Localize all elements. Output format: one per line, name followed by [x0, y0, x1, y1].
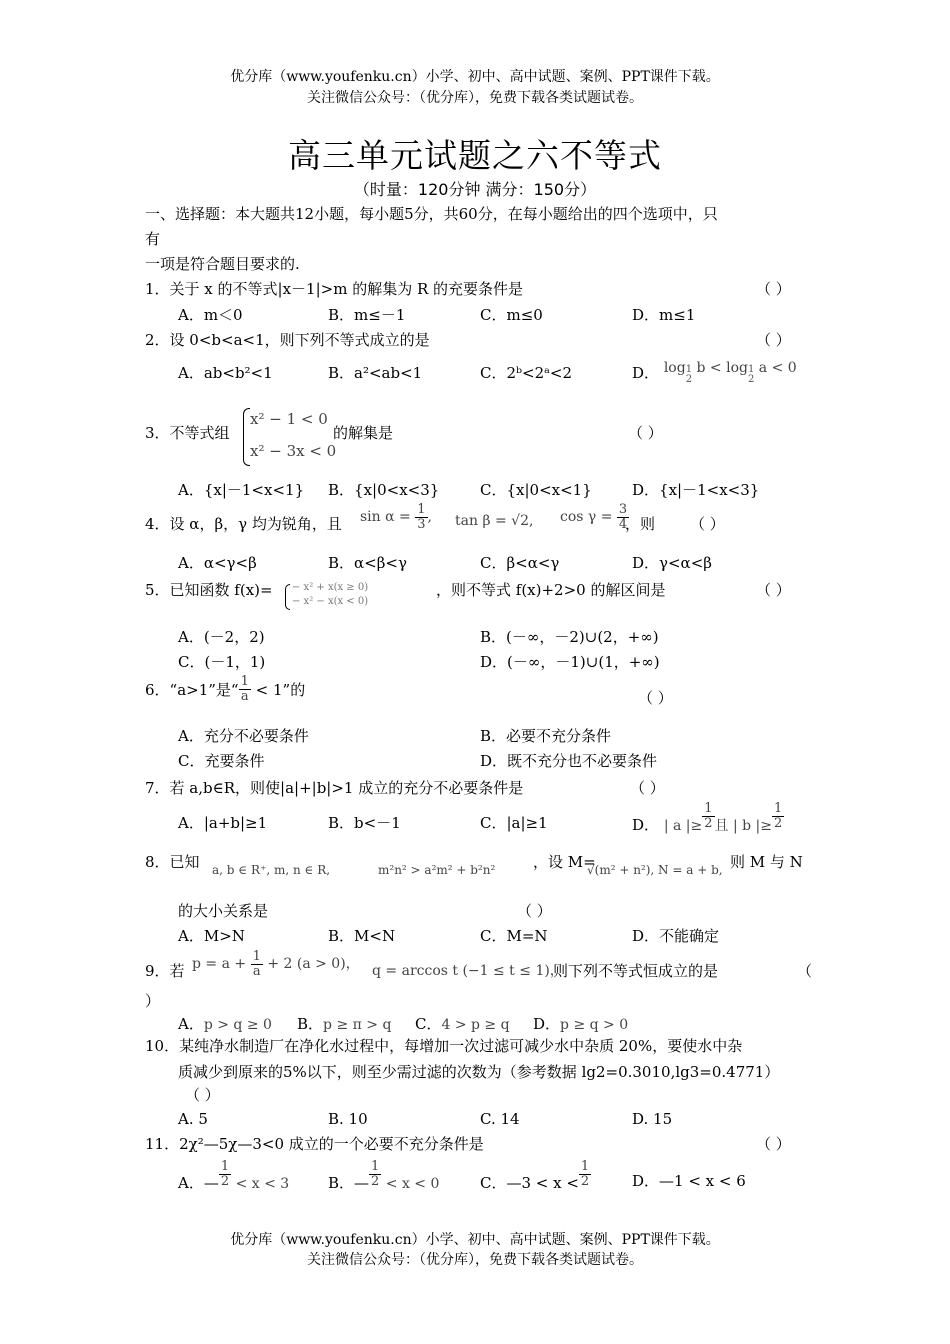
- question-11-option-a: [178, 1159, 290, 1193]
- question-8-m-expression: √(m² + n²), N = a + b,: [587, 863, 723, 877]
- question-2-option-d-label: D．: [632, 364, 660, 382]
- question-10-line-1: 10．某纯净水制造厂在净化水过程中，每增加一次过滤可减少水中杂质 20%，要使水中杂: [145, 1037, 743, 1055]
- question-1-option-c: C．m≤0: [480, 306, 543, 324]
- q7-d-label: D．: [632, 816, 660, 835]
- question-7-option-b: B．b<－1: [328, 814, 401, 832]
- q6-stem-2: < 1”的: [250, 681, 306, 700]
- question-4-then: ，则: [625, 515, 656, 533]
- q4-sin-num: 1: [417, 502, 426, 517]
- question-4-stem: 4．设 α，β，γ 均为锐角，且: [145, 515, 342, 533]
- question-8-inequality: m²n² > a²m² + b²n²: [378, 863, 496, 877]
- question-1-option-a: A．m＜0: [178, 306, 243, 324]
- question-5-option-c: C．(－1，1): [178, 653, 266, 671]
- question-6-option-c: C．充要条件: [178, 752, 265, 770]
- q11-a-num: 1: [220, 1159, 230, 1174]
- question-4-answer-blank: （ ）: [690, 515, 725, 533]
- question-10-option-d: D. 15: [632, 1110, 673, 1128]
- q4-sin-den: 3: [417, 516, 426, 532]
- q11-c-num: 1: [580, 1159, 590, 1174]
- q11-b-den: 2: [371, 1173, 380, 1189]
- q9-c-expr: 4 > p ≥ q: [441, 1017, 510, 1033]
- question-9-q: q = arccos t (−1 ≤ t ≤ 1)，: [372, 963, 564, 979]
- question-6-stem: [145, 674, 306, 705]
- q11-a-label: A．—: [178, 1174, 219, 1193]
- question-1-option-d: D．m≤1: [632, 306, 696, 324]
- question-3-option-c: C．{x|0<x<1}: [480, 481, 592, 499]
- q11-a-den: 2: [220, 1173, 230, 1189]
- q2-d-sub-1: 1: [685, 364, 693, 375]
- question-10-option-a: A. 5: [178, 1110, 208, 1128]
- q9-p-num: 1: [252, 949, 261, 964]
- question-10-answer-blank: （ ）: [185, 1086, 220, 1104]
- question-3-row-2: x² − 3x < 0: [250, 442, 337, 460]
- question-3-option-b: B．{x|0<x<3}: [328, 481, 440, 499]
- q7-d-den-2: 2: [774, 815, 783, 831]
- q7-d-mid: 且 | b |≥: [714, 818, 772, 835]
- question-8-stem-2: ，设 M=: [533, 853, 596, 871]
- question-9-option-c: [415, 1013, 510, 1034]
- question-4-sin: sin α = $\frac{1}{3}$ ,: [360, 502, 432, 532]
- question-8-option-d: D．不能确定: [632, 927, 720, 945]
- question-11-option-d: D．—1 < x < 6: [632, 1172, 746, 1190]
- page-title: 高三单元试题之六不等式: [288, 136, 662, 175]
- question-4-option-a: A．α<γ<β: [178, 554, 257, 572]
- question-3-after: 的解集是: [333, 424, 394, 442]
- question-8-stem-3: 则 M 与 N: [730, 853, 803, 871]
- question-9-option-a: [178, 1013, 272, 1034]
- footer-line-2: 关注微信公众号：（优分库），免费下载各类试题试卷。: [307, 1252, 643, 1268]
- header-line-1: 优分库（www.youfenku.cn）小学、初中、高中试题、案例、PPT课件下载。: [230, 69, 720, 85]
- question-9-paren-open: （: [797, 962, 813, 980]
- question-3-brace: [243, 408, 250, 466]
- question-7-option-c: C．|a|≥1: [480, 814, 548, 832]
- q2-d-log-1: log: [663, 360, 686, 376]
- question-5-answer-blank: （ ）: [756, 581, 791, 599]
- question-4-cos: [560, 503, 629, 531]
- instructions-line-2: 有: [145, 230, 161, 248]
- question-11-option-c: [480, 1159, 591, 1193]
- question-5-stem: 5．已知函数 f(x)=: [145, 581, 273, 599]
- question-8-option-b: B．M<N: [328, 927, 396, 945]
- question-4-option-b: B．α<β<γ: [328, 554, 407, 572]
- q9-b-label: B．: [297, 1015, 324, 1033]
- question-11-stem: 11．2χ²—5χ—3<0 成立的一个必要不充分条件是: [145, 1135, 484, 1153]
- q9-d-label: D．: [533, 1015, 561, 1033]
- question-3-option-d: D．{x|－1<x<3}: [632, 481, 760, 499]
- q9-a-expr: p > q ≥ 0: [203, 1017, 272, 1033]
- footer-line-1: 优分库（www.youfenku.cn）小学、初中、高中试题、案例、PPT课件下载。: [230, 1232, 720, 1248]
- question-5-option-a: A．(－2，2): [178, 628, 265, 646]
- question-2-option-d: [632, 362, 797, 391]
- q4-cos-num: 3: [618, 502, 628, 517]
- question-9-paren-close: ）: [145, 992, 161, 1010]
- question-10-option-c: C. 14: [480, 1110, 520, 1128]
- question-2-option-b: B．a²<ab<1: [328, 364, 423, 382]
- q11-b-rest: < x < 0: [381, 1176, 440, 1193]
- q4-sin-label: sin α =: [360, 509, 411, 526]
- q11-b-label: B．—: [328, 1174, 370, 1193]
- question-5-brace: [285, 584, 290, 610]
- q4-cos-den: 4: [618, 516, 628, 532]
- q11-c-label: C．—3 < x <: [480, 1174, 579, 1193]
- question-5-option-d: D．(－∞，－1)∪(1，+∞): [480, 653, 660, 671]
- q4-cos-label: cos γ =: [560, 509, 613, 526]
- question-4-tan: tan β = √2,: [455, 513, 534, 529]
- question-2-answer-blank: （ ）: [756, 331, 791, 349]
- question-7-answer-blank: （ ）: [630, 779, 665, 797]
- q2-d-sub-1b: 2: [685, 374, 693, 385]
- question-9-stem-2: 则下列不等式恒成立的是: [553, 962, 719, 980]
- q2-d-end: a < 0: [754, 360, 797, 376]
- question-9-option-b: [297, 1013, 391, 1034]
- q2-d-sub-2: 1: [747, 364, 755, 375]
- q11-c-den: 2: [580, 1173, 590, 1189]
- question-3-answer-blank: （ ）: [628, 424, 663, 442]
- question-8-option-c: C．M=N: [480, 927, 548, 945]
- question-7-option-d: [632, 801, 784, 835]
- question-5-piece-2: − x² − x(x < 0): [292, 596, 369, 607]
- header-line-2: 关注微信公众号：（优分库），免费下载各类试题试卷。: [307, 90, 643, 106]
- question-9-p: [192, 950, 360, 978]
- question-4-option-c: C．β<α<γ: [480, 554, 560, 572]
- page-subtitle: （时量：120分钟 满分：150分）: [353, 180, 597, 199]
- question-1-option-b: B．m≤－1: [328, 306, 406, 324]
- q7-d-den-1: 2: [704, 815, 713, 831]
- question-9-stem-1: 9．若: [145, 962, 185, 980]
- question-9-option-d: [533, 1013, 628, 1034]
- q7-d-num-2: 1: [774, 801, 783, 816]
- q6-stem-1: 6．“a>1”是“: [145, 681, 239, 700]
- question-1-stem: 1．关于 x 的不等式|x－1|>m 的解集为 R 的充要条件是: [145, 280, 524, 298]
- question-8-stem-1: 8．已知: [145, 853, 200, 871]
- question-4-option-d: D．γ<α<β: [632, 554, 712, 572]
- question-6-option-d: D．既不充分也不必要条件: [480, 752, 658, 770]
- question-6-option-b: B．必要不充分条件: [480, 727, 612, 745]
- q9-p-den: a: [252, 963, 261, 979]
- q9-p-1: p = a +: [192, 956, 247, 973]
- instructions-line-3: 一项是符合题目要求的.: [145, 255, 300, 273]
- q9-c-label: C．: [415, 1015, 442, 1033]
- question-3-option-a: A．{x|－1<x<1}: [178, 481, 305, 499]
- q2-d-sub-2b: 2: [747, 374, 755, 385]
- question-8-line-2: 的大小关系是: [178, 902, 269, 920]
- question-5-option-b: B．(－∞，－2)∪(2，+∞): [480, 628, 659, 646]
- q9-b-expr: p ≥ π > q: [323, 1017, 392, 1033]
- question-5-after: ，则不等式 f(x)+2>0 的解区间是: [436, 581, 666, 599]
- question-10-line-2: 质减少到原来的5%以下，则至少需过滤的次数为（参考数据 lg2=0.3010,lg3=0.4771）: [178, 1063, 780, 1081]
- question-8-answer-blank: （ ）: [517, 902, 552, 920]
- question-2-option-c: C．2ᵇ<2ᵃ<2: [480, 364, 573, 382]
- question-5-piece-1: − x² + x(x ≥ 0): [292, 582, 369, 593]
- question-7-option-a: A．|a+b|≥1: [178, 814, 268, 832]
- q9-a-label: A．: [178, 1015, 204, 1033]
- question-10-option-b: B. 10: [328, 1110, 368, 1128]
- question-11-option-b: [328, 1159, 440, 1193]
- q11-b-num: 1: [371, 1159, 380, 1174]
- q7-d-num-1: 1: [704, 801, 713, 816]
- question-6-option-a: A．充分不必要条件: [178, 727, 309, 745]
- instructions-line-1: 一、选择题：本大题共12小题，每小题5分，共60分，在每小题给出的四个选项中，只: [145, 205, 718, 223]
- q2-d-mid: b < log: [692, 360, 748, 376]
- q7-d-1: | a |≥: [663, 818, 703, 835]
- question-8-given: a, b ∈ R⁺, m, n ∈ R,: [212, 863, 331, 877]
- question-3-row-1: x² − 1 < 0: [250, 410, 328, 428]
- question-6-answer-blank: （ ）: [638, 689, 673, 707]
- question-7-stem: 7．若 a,b∈R，则使|a|+|b|>1 成立的充分不必要条件是: [145, 779, 524, 797]
- question-11-answer-blank: （ ）: [756, 1135, 791, 1153]
- q9-d-expr: p ≥ q > 0: [560, 1017, 629, 1033]
- question-2-option-a: A．ab<b²<1: [178, 364, 273, 382]
- q11-a-rest: < x < 3: [231, 1176, 290, 1193]
- q6-frac-num: 1: [240, 674, 249, 689]
- question-3-stem: 3．不等式组: [145, 424, 230, 442]
- question-1-answer-blank: （ ）: [756, 280, 791, 298]
- question-8-option-a: A．M>N: [178, 927, 245, 945]
- q6-frac-den: a: [240, 688, 249, 704]
- question-2-stem: 2．设 0<b<a<1，则下列不等式成立的是: [145, 331, 430, 349]
- q9-p-2: + 2 (a > 0)，: [267, 956, 360, 973]
